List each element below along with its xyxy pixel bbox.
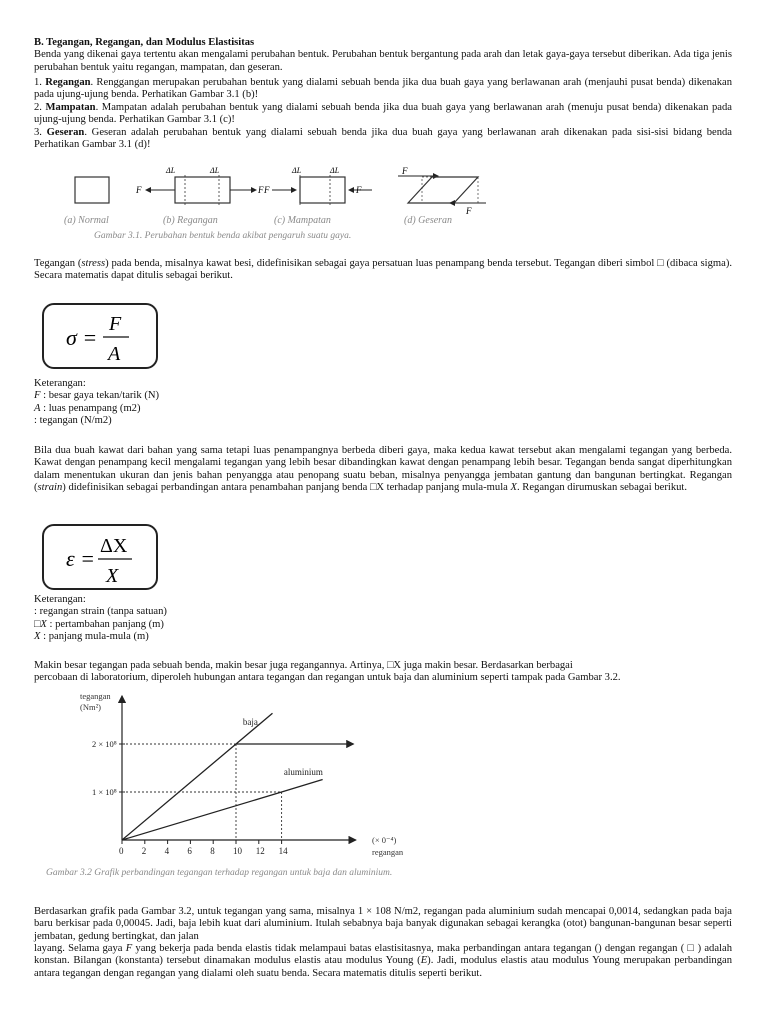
series-line-aluminium [122,780,323,840]
strain-legend: Keterangan: : regangan strain (tanpa satuan) □X : pertambahan panjang (m) X : panjang mula-mula (m) [34,594,167,643]
strain-term: strain [37,482,63,494]
force-label: F [264,185,270,195]
y-tick-label: 1 × 10⁸ [92,787,117,797]
normal-block [75,177,109,203]
label-mampatan: (c) Mampatan [274,215,331,226]
force-label: F [136,185,142,195]
legend-item: : besar gaya tekan/tarik (N) [40,390,160,402]
y-axis-unit: (Nm²) [80,702,101,712]
series-label: aluminium [283,767,323,778]
item-term: Geseran [46,127,85,138]
mampatan-diagram [263,166,372,205]
formula-lhs: ε = [66,546,96,571]
y-tick-label: 2 × 10⁸ [92,739,117,749]
stress-term: stress [81,258,106,269]
section-intro: Benda yang dikenai gaya tertentu akan mengalami perubahan bentuk. Perubahan bentuk bergantung pada arah dan letak gaya-gaya tersebut diberikan. Ada tiga jenis perubahan bentuk yaitu regangan, mampatan, dan geseran. [34,49,732,73]
graph-intro-line: Makin besar tegangan pada sebuah benda, makin besar juga regangannya. Artinya, □X juga makin besar. Berdasarkan berbagai [34,660,573,671]
formula-numerator: ΔX [100,535,128,557]
force-label: F [356,185,362,195]
chart-caption: Gambar 3.2 Grafik perbandingan tegangan terhadap regangan untuk baja dan aluminium. [46,868,393,878]
figure-deformation [0,162,768,246]
x-tick-label: 8 [210,846,215,856]
legend-item: : panjang mula-mula (m) [40,631,149,643]
stress-legend: Keterangan: F : besar gaya tekan/tarik (N) A : luas penampang (m2) : tegangan (N/m2) [34,378,160,427]
force-label: F [466,206,472,216]
sheared-block [408,177,478,203]
delta-l-label: ΔL [166,166,176,175]
y-axis-label: tegangan [80,691,111,701]
x-tick-label: 0 [119,846,124,856]
item-regangan [34,77,732,102]
force-label: F [258,185,264,195]
stretched-block [175,177,230,203]
label-geseran: (d) Geseran [404,215,453,226]
formula-denominator: A [108,343,121,365]
geseran-diagram [398,166,486,216]
section-block [34,37,732,74]
delta-l-label: ΔL [210,166,220,175]
legend-title: Keterangan: [34,594,86,605]
conclusion-paragraph-1: Berdasarkan grafik pada Gambar 3.2, untuk tegangan yang sama, misalnya 1 × 108 N/m2, regangan pada aluminium sudah mencapai 0,0014, sedangkan pada baja baru berkisar pada 0,00045. Jadi, baja lebih kuat dari aluminium. Itulah sebabnya baja banyak digunakan sebagai kerangka (otot) bangunan-bangunan besar seperti jembatan, gedung bertingkat, dan jalan [34,906,732,942]
stress-formula-box [42,303,158,369]
stress-paragraph: Tegangan (stress) pada benda, misalnya kawat besi, didefinisikan sebagai gaya persatuan luas penampang benda tersebut. Tegangan diberi simbol □ (dibaca sigma). Secara matematis dapat ditulis sebagai berikut. [34,258,732,282]
legend-item: : pertambahan panjang (m) [46,618,164,630]
item-term: Regangan [45,77,91,88]
legend-item: : regangan strain (tanpa satuan) [34,606,167,618]
conclusion-paragraph-2: layang. Selama gaya F yang bekerja pada benda elastis tidak melampaui batas elastisitasnya, maka perbandingan antara tegangan () dengan regangan ( □ ) adalah konstan. Bilangan (konstanta) tersebut dinamakan modulus elastis atau modulus Young (E). Jadi, modulus elastis atau modulus Young merupakan perbandingan antara tegangan dengan regangan yang dialami oleh suatu benda. Secara matematis ditulis seperti berikut. [34,943,732,979]
x-tick-label: 4 [164,846,170,856]
regangan-diagram [135,166,264,205]
series-label: baja [242,716,258,727]
item-term: Mampatan [45,102,96,113]
x-tick-label: 12 [255,846,265,856]
item-number: 3. [34,127,42,138]
strain-formula-box [42,524,158,590]
x-tick-label: 6 [187,846,192,856]
formula-lhs: σ = [66,325,98,350]
x-axis-unit: (× 0⁻⁴) [372,835,397,845]
label-regangan: (b) Regangan [163,215,218,226]
item-text: . Mampatan adalah perubahan bentuk yang dialami sebuah benda jika dua buah gaya yang berlawanan arah (menuju pusat benda) dikenakan pada ujung-ujung benda. Perhatikan Gambar 3.1 (c)! [34,102,732,126]
label-normal: (a) Normal [64,215,109,226]
delta-l-label: ΔL [330,166,340,175]
x-tick-label: 14 [278,846,288,856]
x-tick-label: 10 [233,846,242,856]
formula-denominator: X [106,565,119,587]
item-number: 2. [34,102,42,113]
legend-item: : tegangan (N/m2) [34,415,112,427]
series-line-baja [122,713,272,840]
x-axis-label: regangan [372,847,404,857]
item-text: . Renggangan merupakan perubahan bentuk yang dialami sebuah benda jika dua buah gaya yang berlawanan arah (menjauhi pusat benda) dikenakan pada ujung-ujung benda. Perhatikan Gambar 3.1 (b)! [34,77,732,101]
legend-title: Keterangan: [34,378,86,389]
delta-l-label: ΔL [292,166,302,175]
figure-caption: Gambar 3.1. Perubahan bentuk benda akibat pengaruh suatu gaya. [94,231,352,241]
force-label: F [402,166,408,176]
stress-strain-chart [0,688,768,884]
item-geseran [34,127,732,152]
compressed-block [300,177,345,203]
formula-numerator: F [109,313,122,335]
item-number: 1. [34,77,42,88]
x-tick-label: 2 [141,846,147,856]
item-text: . Geseran adalah perubahan bentuk yang dialami sebuah benda jika dua buah gaya yang berlawanan arah dikenakan pada sisi-sisi bidang benda Perhatikan Gambar 3.1 (d)! [34,127,733,151]
graph-intro-line: percobaan di laboratorium, diperoleh hubungan antara tegangan dan regangan untuk baja dan aluminium seperti tampak pada Gambar 3.2. [34,672,621,684]
legend-item: : luas penampang (m2) [40,402,141,414]
strain-paragraph: Bila dua buah kawat dari bahan yang sama tetapi luas penampangnya berbeda diberi gaya, maka kedua kawat tersebut akan mengalami tegangan yang berbeda. Kawat dengan penampang kecil mengalami tegangan yang lebih besar dibandingkan kawat dengan penampang lebih besar. Tegangan benda sangat diperhitungkan dalam menentukan ukuran dan jenis bahan penyangga atau penopang suatu beban, misalnya penyangga jembatan gantung dan bangunan bertingkat. Regangan (strain) didefinisikan sebagai perbandingan antara penambahan panjang benda □X terhadap panjang mula-mula X. Regangan dirumuskan sebagai berikut. [34,445,732,494]
chart-plot-area [92,696,356,856]
item-mampatan [34,102,732,127]
graph-intro [34,660,732,685]
section-title: B. Tegangan, Regangan, dan Modulus Elastisitas [34,37,255,48]
